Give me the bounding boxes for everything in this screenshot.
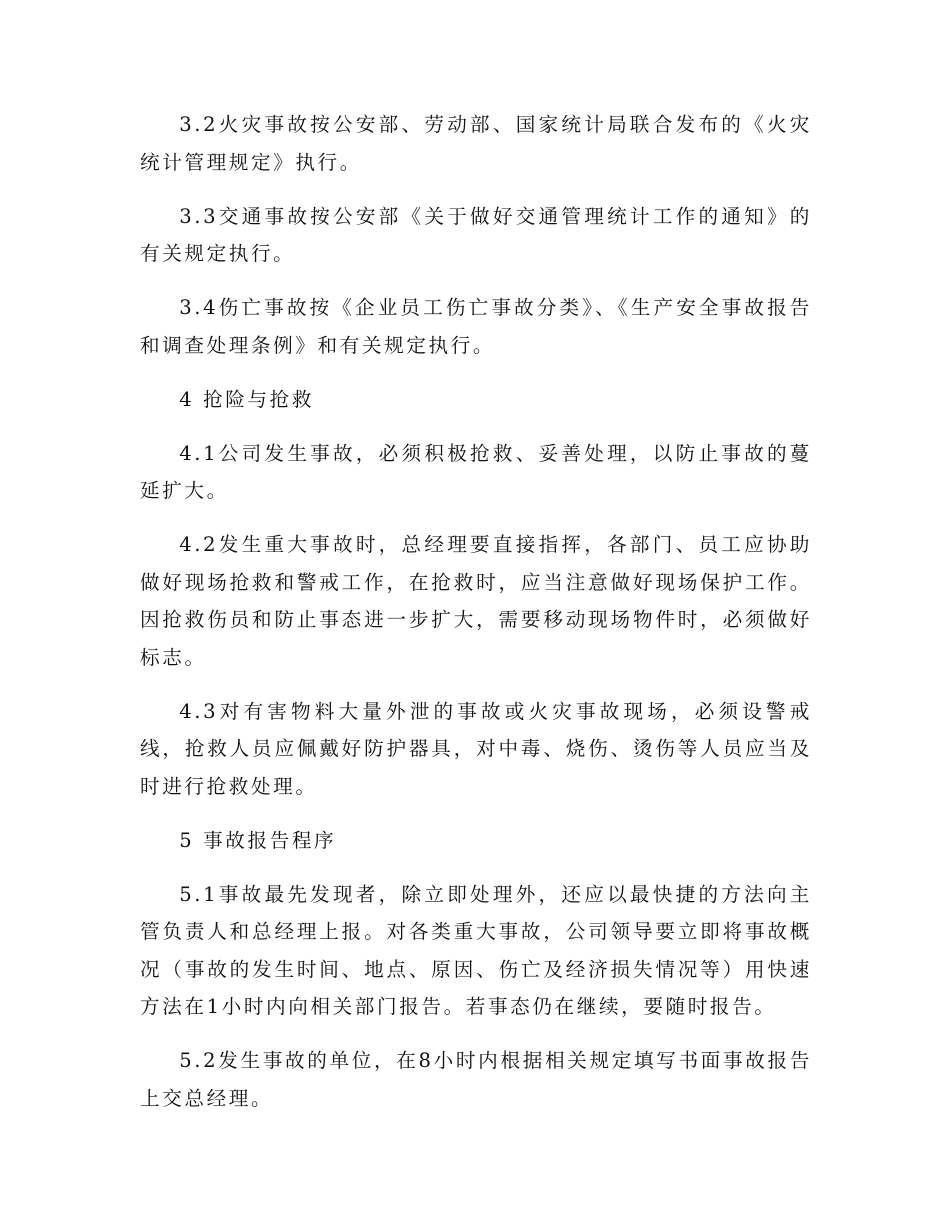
section-heading-5: 5 事故报告程序: [179, 828, 337, 852]
paragraph-4-2: 4.2发生重大事故时，总经理要直接指挥，各部门、员工应协助做好现场抢救和警戒工作，在抢救时，应当注意做好现场保护工作。因抢救伤员和防止事态进一步扩大，需要移动现场物件时，必须做好标志。: [140, 533, 812, 669]
paragraph-3-4: 3.4伤亡事故按《企业员工伤亡事故分类》、《生产安全事故报告和调查处理条例》和有关规定执行。: [140, 296, 812, 357]
paragraph-5-1: 5.1事故最先发现者，除立即处理外，还应以最快捷的方法向主管负责人和总经理上报。对各类重大事故，公司领导要立即将事故概况（事故的发生时间、地点、原因、伤亡及经济损失情况等）用快速方法在1小时内向相关部门报告。若事态仍在继续，要随时报告。: [140, 882, 812, 1018]
paragraph-3-2: 3.2火灾事故按公安部、劳动部、国家统计局联合发布的《火灾统计管理规定》执行。: [140, 113, 812, 174]
section-heading-4: 4 抢险与抢救: [179, 387, 315, 411]
paragraph-5-2: 5.2发生事故的单位，在8小时内根据相关规定填写书面事故报告上交总经理。: [140, 1049, 812, 1110]
paragraph-4-3: 4.3对有害物料大量外泄的事故或火灾事故现场，必须设警戒线，抢救人员应佩戴好防护器具，对中毒、烧伤、烫伤等人员应当及时进行抢救处理。: [140, 699, 812, 798]
paragraph-4-1: 4.1公司发生事故，必须积极抢救、妥善处理，以防止事故的蔓延扩大。: [140, 441, 812, 502]
paragraph-3-3: 3.3交通事故按公安部《关于做好交通管理统计工作的通知》的有关规定执行。: [140, 204, 812, 265]
